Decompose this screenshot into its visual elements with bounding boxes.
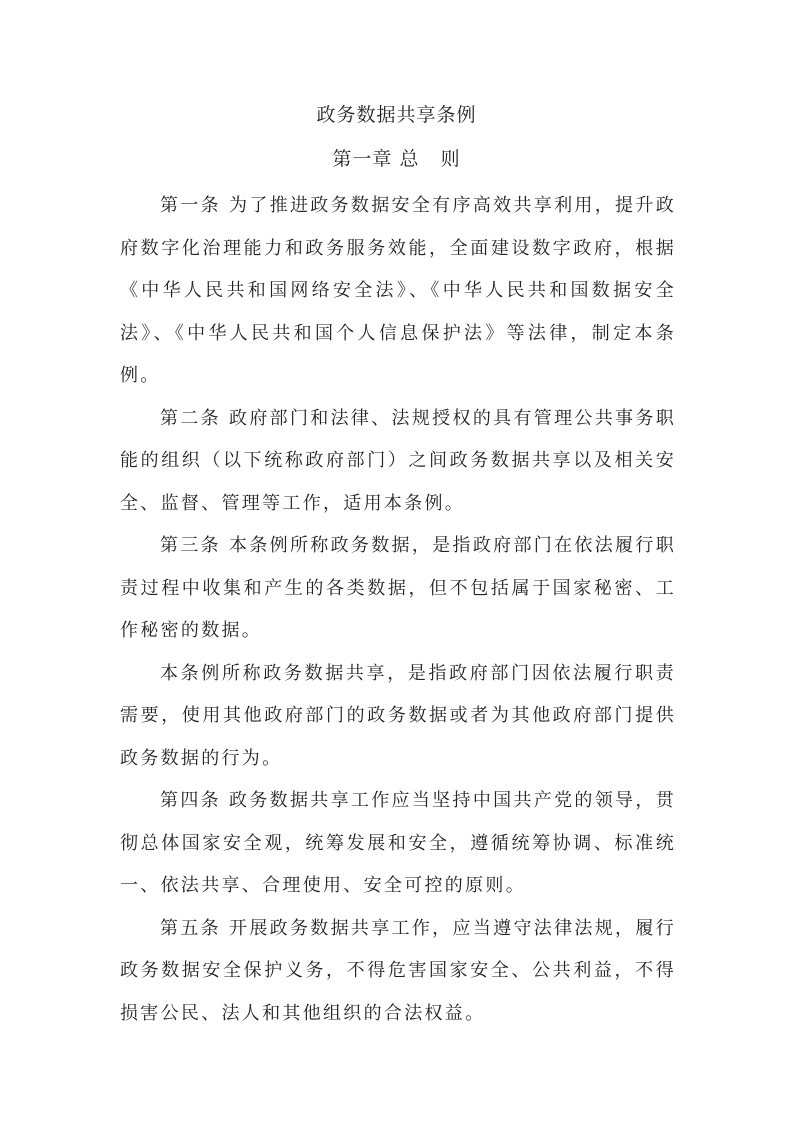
chapter-heading: [0, 147, 793, 171]
document-title: 政务数据共享条例: [316, 104, 477, 126]
article-4: 第四条 政务数据共享工作应当坚持中国共产党的领导，贯彻总体国家安全观，统筹发展和安全，遵循统筹协调、标准统一、依法共享、合理使用、安全可控的原则。: [120, 790, 676, 896]
article-3-clause-2: 本条例所称政务数据共享，是指政府部门因依法履行职责需要，使用其他政府部门的政务数据或者为其他政府部门提供政务数据的行为。: [120, 662, 676, 769]
document-body: [120, 185, 676, 1035]
article-1: 第一条 为了推进政务数据安全有序高效共享利用，提升政府数字化治理能力和政务服务效能，全面建设数字政府，根据《中华人民共和国网络安全法》、《中华人民共和国数据安全法》、《中华人民共和国个人信息保护法》等法律，制定本条例。: [120, 195, 676, 386]
chapter-number: 第一章: [332, 148, 393, 170]
article-2: 第二条 政府部门和法律、法规授权的具有管理公共事务职能的组织（以下统称政府部门）之间政务数据共享以及相关安全、监督、管理等工作，适用本条例。: [120, 407, 676, 514]
article-5: 第五条 开展政务数据共享工作，应当遵守法律法规，履行政务数据安全保护义务，不得危害国家安全、公共利益，不得损害公民、法人和其他组织的合法权益。: [120, 917, 676, 1024]
chapter-name-part1: 总: [399, 148, 420, 170]
chapter-name-part2: 则: [440, 148, 461, 170]
article-3: 第三条 本条例所称政务数据，是指政府部门在依法履行职责过程中收集和产生的各类数据，但不包括属于国家秘密、工作秘密的数据。: [120, 535, 676, 641]
